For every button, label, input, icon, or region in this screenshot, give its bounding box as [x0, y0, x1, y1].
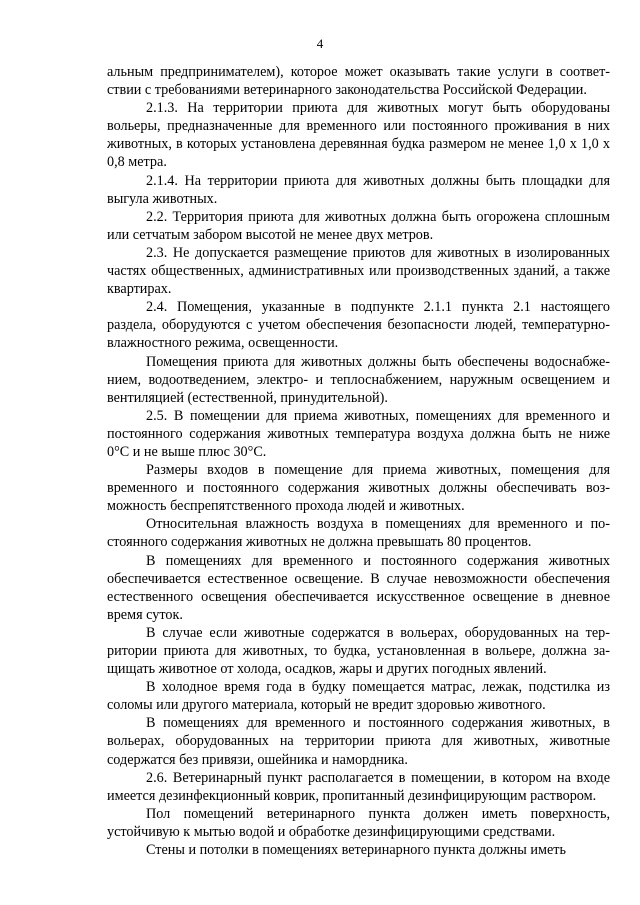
paragraph-cold-season: В холодное время года в будку помещается матрас, лежак, подстилка из соломы или другого материала, который не вредит здоровью животного.: [107, 679, 610, 714]
paragraph-2-2: 2.2. Территория приюта для животных должна быть огорожена сплошным или сетчатым забором высотой не менее двух метров.: [107, 208, 610, 243]
paragraph-2-4: 2.4. Помещения, указанные в подпункте 2.1.1 пункта 2.1 настоящего раздела, оборудуются с учетом обеспечения безопасности людей, температурно-влажностного режима, освещенности.: [107, 299, 610, 352]
page-number: 4: [316, 36, 324, 51]
paragraph-humidity: Относительная влажность воздуха в помещениях для временного и постоянного содержания животных не должна превышать 80 процентов.: [107, 516, 610, 551]
paragraph-lighting: В помещениях для временного и постоянного содержания животных обеспечивается естественное освещение. В случае невозможности обеспечения естественного освещения обеспечивается искусственное освещение в дневное время суток.: [107, 552, 610, 623]
paragraph-2-1-4: 2.1.4. На территории приюта для животных должны быть площадки для выгула животных.: [107, 172, 610, 207]
paragraph-continuation: альным предпринимателем), которое может оказывать такие услуги в соответствии с требованиями ветеринарного законодательства Российской Федерации.: [107, 64, 610, 99]
paragraph-walls: Стены и потолки в помещениях ветеринарного пункта должны иметь: [146, 842, 566, 859]
paragraph-floor: Пол помещений ветеринарного пункта должен иметь поверхность, устойчивую к мытью водой и обработке дезинфицирующими средствами.: [107, 805, 610, 840]
paragraph-entrances: Размеры входов в помещение для приема животных, помещения для временного и постоянного содержания животных должны обеспечивать возможность беспрепятственного прохода людей и животных.: [107, 462, 610, 515]
paragraph-no-leash: В помещениях для временного и постоянного содержания животных, в вольерах, оборудованных на территории приюта для животных, животные содержатся без привязи, ошейника и намордника.: [107, 715, 610, 768]
paragraph-utilities: Помещения приюта для животных должны быть обеспечены водоснабжением, водоотведением, электро- и теплоснабжением, наружным освещением и вентиляцией (естественной, принудительной).: [107, 353, 610, 406]
paragraph-2-3: 2.3. Не допускается размещение приютов для животных в изолированных частях общественных, административных или производственных зданий, а также квартирах.: [107, 244, 610, 298]
paragraph-kennel-protection: В случае если животные содержатся в вольерах, оборудованных на территории приюта для животных, то будка, установленная в вольере, должна защищать животное от холода, осадков, жары и других погодных явлений.: [107, 624, 610, 678]
paragraph-2-6: 2.6. Ветеринарный пункт располагается в помещении, в котором на входе имеется дезинфекционный коврик, пропитанный дезинфицирующим раствором.: [107, 769, 610, 804]
body-text: [107, 63, 610, 859]
paragraph-2-1-3: 2.1.3. На территории приюта для животных могут быть оборудованы вольеры, предназначенные для временного или постоянного проживания в них животных, в которых установлена деревянная будка размером не менее 1,0 х 1,0 х 0,8 метра.: [107, 100, 610, 171]
paragraph-2-5: 2.5. В помещении для приема животных, помещениях для временного и постоянного содержания животных температура воздуха должна быть не ниже 0°С и не выше плюс 30°С.: [107, 407, 610, 460]
